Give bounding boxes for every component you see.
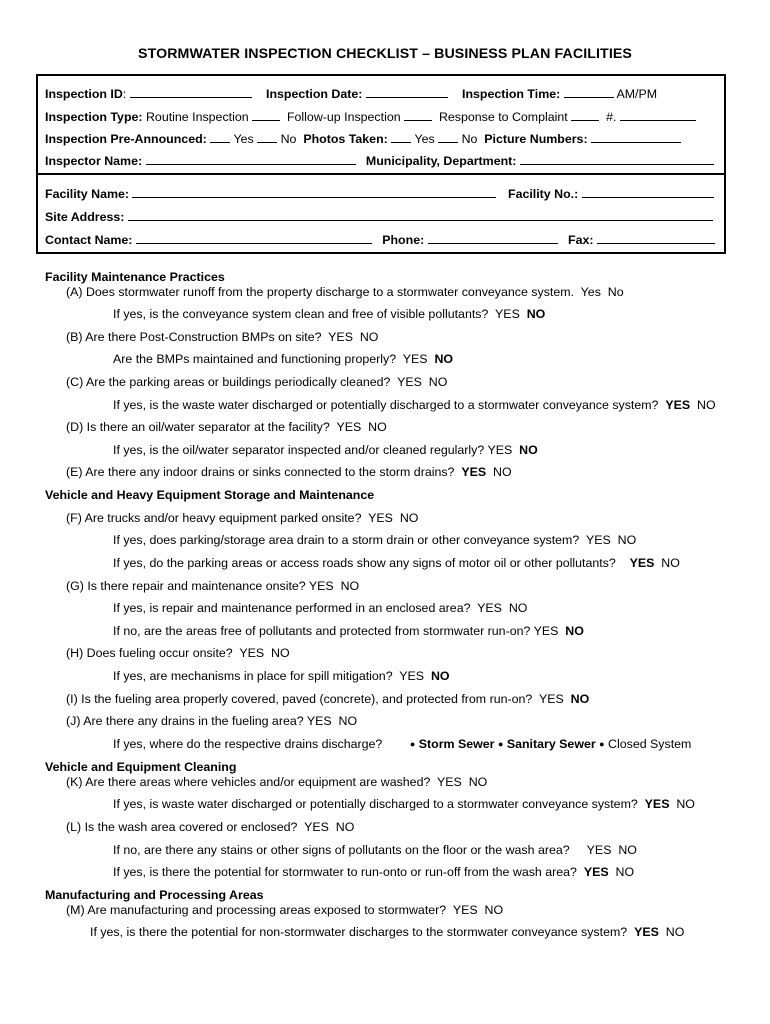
picture-numbers-label: Picture Numbers:: [484, 132, 588, 146]
answer-yes[interactable]: YES: [644, 797, 670, 811]
question-g1: [113, 601, 527, 615]
facility-no-label: Facility No.:: [508, 187, 579, 201]
section-vehicle-cleaning: Vehicle and Equipment Cleaning: [45, 760, 237, 774]
answer-yes[interactable]: Yes: [580, 285, 601, 299]
question-c1: [113, 398, 716, 412]
site-address-field[interactable]: [128, 209, 713, 221]
photos-yes-field[interactable]: [391, 131, 411, 143]
question-h-text: (H) Does fueling occur onsite?: [66, 646, 233, 660]
ampm-label: AM/PM: [616, 87, 658, 101]
question-j1-text: If yes, where do the respective drains discharge?: [113, 737, 383, 751]
contact-row: [45, 232, 715, 247]
question-c: [66, 375, 447, 389]
preannounced-no-field[interactable]: [257, 131, 277, 143]
bullet-icon: ●: [409, 739, 416, 749]
facility-no-field[interactable]: [582, 186, 714, 198]
answer-no[interactable]: NO: [468, 775, 488, 789]
answer-yes[interactable]: YES: [586, 843, 612, 857]
complaint-number-field[interactable]: [620, 109, 696, 121]
inspection-time-label: Inspection Time:: [462, 87, 561, 101]
question-k-text: (K) Are there areas where vehicles and/or equipment are washed?: [66, 775, 431, 789]
complaint-field[interactable]: [571, 109, 599, 121]
answer-no[interactable]: NO: [676, 797, 695, 811]
site-address-row: [45, 209, 713, 224]
answer-no[interactable]: NO: [335, 820, 355, 834]
answer-no[interactable]: NO: [271, 646, 290, 660]
routine-field[interactable]: [252, 109, 280, 121]
question-l2: [113, 865, 634, 879]
question-i-text: (I) Is the fueling area properly covered, paved (concrete), and protected from run-on?: [66, 692, 533, 706]
section-maintenance: Facility Maintenance Practices: [45, 270, 225, 284]
contact-name-field[interactable]: [136, 232, 372, 244]
answer-yes[interactable]: YES: [585, 533, 611, 547]
answer-no[interactable]: NO: [665, 925, 685, 939]
question-j1: [113, 737, 691, 751]
question-l-text: (L) Is the wash area covered or enclosed?: [66, 820, 298, 834]
question-b: [66, 330, 378, 344]
bullet-icon: ●: [497, 739, 504, 749]
phone-label: Phone:: [382, 233, 425, 247]
inspection-date-row: [266, 86, 448, 101]
answer-yes[interactable]: YES: [629, 556, 655, 570]
photos-no-label: No: [461, 132, 478, 146]
bullet-icon: ●: [599, 739, 605, 749]
fax-field[interactable]: [597, 232, 715, 244]
inspector-name-label: Inspector Name:: [45, 154, 143, 168]
facility-name-label: Facility Name:: [45, 187, 130, 201]
inspection-id-label: Inspection ID: [45, 87, 123, 101]
question-m: [66, 903, 503, 917]
photos-no-field[interactable]: [438, 131, 458, 143]
question-f1: [113, 533, 636, 547]
answer-no[interactable]: NO: [359, 330, 379, 344]
answer-yes[interactable]: YES: [634, 925, 659, 939]
followup-label: Follow-up Inspection: [286, 110, 401, 124]
question-m1: [90, 925, 684, 939]
answer-yes[interactable]: YES: [336, 420, 362, 434]
question-e: [66, 465, 512, 479]
question-h1-text: If yes, are mechanisms in place for spill mitigation?: [113, 669, 393, 683]
answer-no[interactable]: NO: [661, 556, 680, 570]
answer-no[interactable]: NO: [508, 601, 528, 615]
question-d: [66, 420, 387, 434]
inspection-time-field[interactable]: [564, 86, 614, 98]
inspection-type-row: [45, 109, 696, 124]
answer-no[interactable]: No: [607, 285, 624, 299]
answer-yes[interactable]: YES: [487, 443, 513, 457]
preannounced-row: [45, 131, 681, 146]
answer-no[interactable]: NO: [430, 669, 450, 683]
question-d1: [113, 443, 538, 457]
question-h: [66, 646, 290, 660]
preannounced-no-label: No: [280, 132, 297, 146]
answer-no[interactable]: NO: [570, 692, 590, 706]
question-f2-text: If yes, do the parking areas or access roads show any signs of motor oil or other pollutants?: [113, 556, 616, 570]
inspection-time-row: [462, 86, 657, 101]
facility-name-row: [45, 186, 496, 201]
page-title: STORMWATER INSPECTION CHECKLIST – BUSINESS PLAN FACILITIES: [138, 46, 632, 62]
question-b1-text: Are the BMPs maintained and functioning properly?: [113, 352, 397, 366]
answer-no[interactable]: NO: [484, 903, 504, 917]
photos-label: Photos Taken:: [303, 132, 388, 146]
answer-yes[interactable]: YES: [397, 375, 422, 389]
answer-yes[interactable]: YES: [304, 820, 329, 834]
routine-label: Routine Inspection: [145, 110, 249, 124]
answer-yes[interactable]: YES: [368, 511, 393, 525]
question-a: [66, 285, 624, 299]
answer-no[interactable]: NO: [565, 624, 584, 638]
answer-no[interactable]: NO: [617, 533, 637, 547]
section-vehicle-storage: Vehicle and Heavy Equipment Storage and Maintenance: [45, 488, 375, 502]
answer-yes[interactable]: YES: [452, 903, 478, 917]
option-sanitary-sewer[interactable]: Sanitary Sewer: [506, 737, 596, 751]
inspector-row: [45, 153, 714, 168]
question-f: [66, 511, 418, 525]
question-a-text: (A) Does stormwater runoff from the property discharge to a stormwater conveyance system.: [66, 285, 574, 299]
answer-yes[interactable]: YES: [495, 307, 520, 321]
question-b-text: (B) Are there Post-Construction BMPs on site?: [66, 330, 322, 344]
question-m-text: (M) Are manufacturing and processing areas exposed to stormwater?: [66, 903, 447, 917]
option-closed-system[interactable]: Closed System: [608, 737, 692, 751]
question-l: [66, 820, 354, 834]
question-c1-text: If yes, is the waste water discharged or potentially discharged to a stormwater conveyance system?: [113, 398, 659, 412]
question-k1-text: If yes, is waste water discharged or potentially discharged to a stormwater conveyance system?: [113, 797, 638, 811]
question-e-text: (E) Are there any indoor drains or sinks connected to the storm drains?: [66, 465, 455, 479]
answer-yes[interactable]: YES: [306, 714, 332, 728]
answer-yes[interactable]: YES: [477, 601, 502, 615]
question-h1: [113, 669, 450, 683]
question-j-text: (J) Are there any drains in the fueling area?: [66, 714, 304, 728]
question-f2: [113, 556, 680, 570]
inspection-id-field[interactable]: [130, 86, 252, 98]
question-a1: [113, 307, 545, 321]
option-storm-sewer[interactable]: Storm Sewer: [418, 737, 495, 751]
phone-field[interactable]: [428, 232, 558, 244]
answer-no[interactable]: NO: [338, 714, 358, 728]
question-k1: [113, 797, 695, 811]
answer-yes[interactable]: YES: [583, 865, 609, 879]
contact-name-label: Contact Name:: [45, 233, 133, 247]
answer-yes[interactable]: YES: [399, 669, 425, 683]
inspection-date-field[interactable]: [366, 86, 448, 98]
question-l1: [113, 843, 637, 857]
answer-no[interactable]: NO: [399, 511, 419, 525]
question-g2-text: If no, are the areas free of pollutants and protected from stormwater run-on?: [113, 624, 531, 638]
answer-no[interactable]: NO: [368, 420, 387, 434]
question-d-text: (D) Is there an oil/water separator at the facility?: [66, 420, 330, 434]
complaint-label: Response to Complaint: [438, 110, 568, 124]
answer-yes[interactable]: YES: [328, 330, 353, 344]
section-manufacturing: Manufacturing and Processing Areas: [45, 888, 264, 902]
answer-yes[interactable]: YES: [402, 352, 428, 366]
answer-no[interactable]: NO: [615, 865, 635, 879]
answer-no[interactable]: NO: [618, 843, 637, 857]
facility-no-row: [508, 186, 714, 201]
question-c-text: (C) Are the parking areas or buildings periodically cleaned?: [66, 375, 391, 389]
inspection-type-label: Inspection Type:: [45, 110, 143, 124]
answer-yes[interactable]: YES: [665, 398, 691, 412]
inspection-date-label: Inspection Date:: [266, 87, 363, 101]
question-g1-text: If yes, is repair and maintenance performed in an enclosed area?: [113, 601, 471, 615]
site-address-label: Site Address:: [45, 210, 125, 224]
followup-field[interactable]: [404, 109, 432, 121]
question-g2: [113, 624, 584, 638]
facility-name-field[interactable]: [132, 186, 496, 198]
question-g-text: (G) Is there repair and maintenance onsite?: [66, 579, 306, 593]
answer-no[interactable]: NO: [519, 443, 538, 457]
preannounced-yes-field[interactable]: [210, 131, 230, 143]
answer-yes[interactable]: YES: [308, 579, 334, 593]
question-k: [66, 775, 487, 789]
answer-yes[interactable]: YES: [461, 465, 487, 479]
answer-no[interactable]: NO: [526, 307, 546, 321]
question-i: [66, 692, 589, 706]
fax-label: Fax:: [568, 233, 594, 247]
preannounced-yes-label: Yes: [233, 132, 254, 146]
answer-no[interactable]: NO: [428, 375, 448, 389]
answer-yes[interactable]: YES: [239, 646, 265, 660]
question-l2-text: If yes, is there the potential for stormwater to run-onto or run-off from the wash area?: [113, 865, 577, 879]
answer-no[interactable]: NO: [697, 398, 716, 412]
inspector-name-field[interactable]: [146, 153, 356, 165]
answer-yes[interactable]: YES: [437, 775, 462, 789]
question-f-text: (F) Are trucks and/or heavy equipment parked onsite?: [66, 511, 362, 525]
picture-numbers-field[interactable]: [591, 131, 681, 143]
question-j: [66, 714, 357, 728]
question-d1-text: If yes, is the oil/water separator inspected and/or cleaned regularly?: [113, 443, 485, 457]
question-m1-text: If yes, is there the potential for non-stormwater discharges to the stormwater conveyance system?: [90, 925, 628, 939]
municipality-label: Municipality, Department:: [365, 154, 517, 168]
answer-yes[interactable]: YES: [538, 692, 564, 706]
question-l1-text: If no, are there any stains or other signs of pollutants on the floor or the wash area?: [113, 843, 570, 857]
inspection-id-row: Inspection ID:: [45, 86, 252, 101]
photos-yes-label: Yes: [414, 132, 435, 146]
question-g: [66, 579, 359, 593]
question-f1-text: If yes, does parking/storage area drain to a storm drain or other conveyance system?: [113, 533, 580, 547]
answer-no[interactable]: NO: [493, 465, 512, 479]
question-a1-text: If yes, is the conveyance system clean and free of visible pollutants?: [113, 307, 489, 321]
answer-yes[interactable]: YES: [533, 624, 559, 638]
question-b1: [113, 352, 453, 366]
preannounced-label: Inspection Pre-Announced:: [45, 132, 207, 146]
municipality-field[interactable]: [520, 153, 714, 165]
complaint-number-label: #.: [606, 110, 617, 124]
answer-no[interactable]: NO: [340, 579, 360, 593]
answer-no[interactable]: NO: [434, 352, 454, 366]
